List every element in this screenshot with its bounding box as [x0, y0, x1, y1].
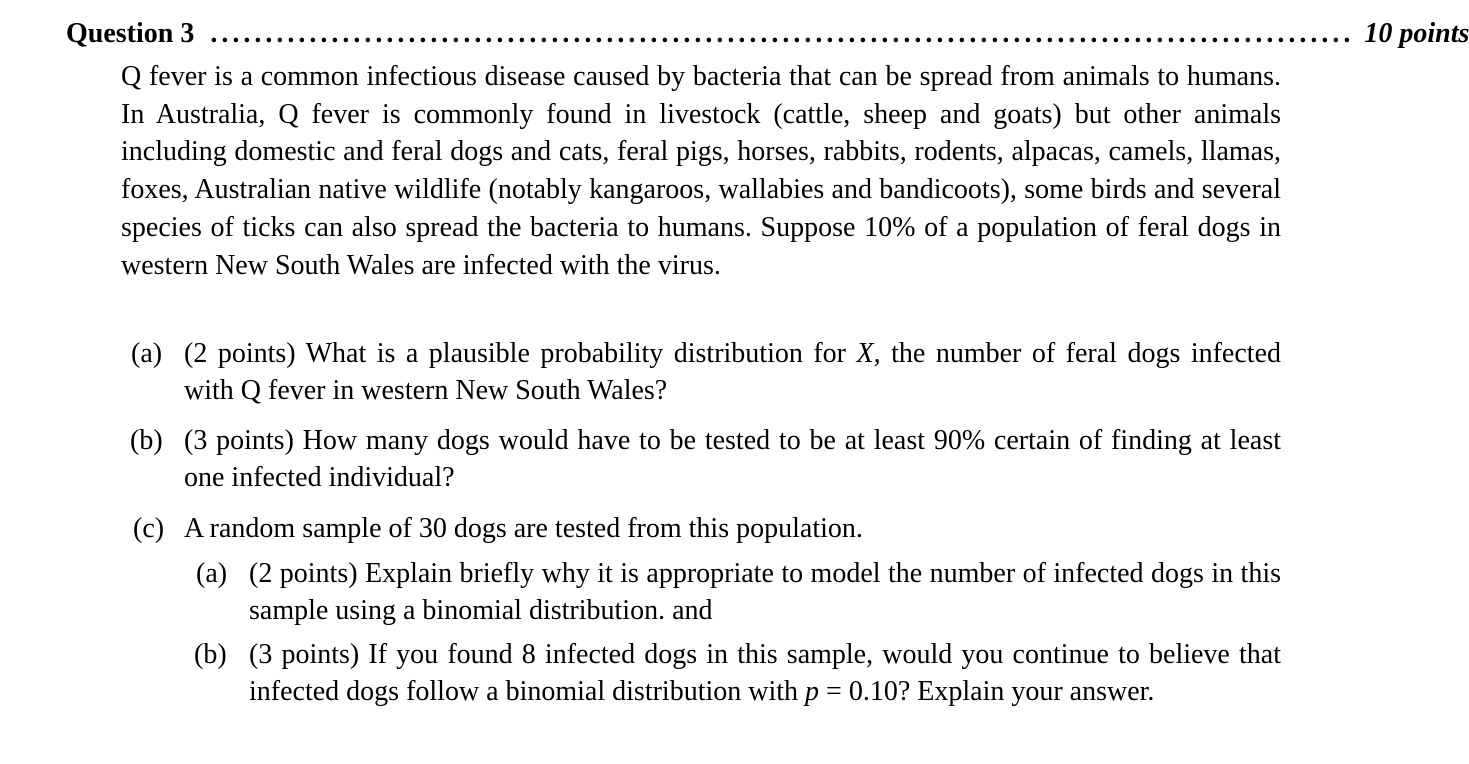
- part-c-sub-b: [194, 636, 1281, 710]
- part-c-sub-a-text: (2 points) Explain briefly why it is appropriate to model the number of infected dogs in this sample using a binomial distribution. and: [249, 558, 1281, 626]
- part-b-text: (3 points) How many dogs would have to be tested to be at least 90% certain of finding at least one infected individual?: [184, 425, 1281, 493]
- part-c-text: A random sample of 30 dogs are tested from this population.: [184, 513, 863, 544]
- part-c: [133, 510, 1281, 547]
- question-points: 10 points: [1364, 18, 1469, 49]
- dot-leader: ........................................................................................................: [210, 18, 1355, 49]
- variable-p: p: [805, 676, 820, 707]
- part-b: [130, 422, 1281, 496]
- question-title: Question 3: [66, 18, 195, 49]
- question-heading: [66, 18, 1469, 58]
- part-c-sub-b-label: (b): [194, 639, 227, 670]
- part-c-sub-a-label: (a): [196, 558, 228, 589]
- part-c-sub-a: [196, 555, 1281, 629]
- part-a-label: (a): [131, 338, 163, 369]
- part-c-label: (c): [133, 513, 165, 544]
- part-b-label: (b): [130, 425, 163, 456]
- question-intro: Q fever is a common infectious disease caused by bacteria that can be spread from animals to humans. In Australia, Q fever is commonly found in livestock (cattle, sheep and goats) but other animals including domestic and feral dogs and cats, feral pigs, horses, rabbits, rodents, alpacas, camels, llamas, foxes, Australian native wildlife (notably kangaroos, wallabies and bandicoots), some birds and several species of ticks can also spread the bacteria to humans. Suppose 10% of a population of feral dogs in western New South Wales are infected with the virus.: [121, 61, 1281, 281]
- part-a-text: (2 points) What is a plausible probability distribution for X, the number of feral dogs infected with Q fever in western New South Wales?: [184, 338, 1281, 406]
- part-c-sub-b-text: (3 points) If you found 8 infected dogs in this sample, would you continue to believe that infected dogs follow a binomial distribution with p = 0.10? Explain your answer.: [249, 639, 1281, 707]
- variable-x: X: [856, 338, 874, 369]
- part-a: [131, 335, 1281, 409]
